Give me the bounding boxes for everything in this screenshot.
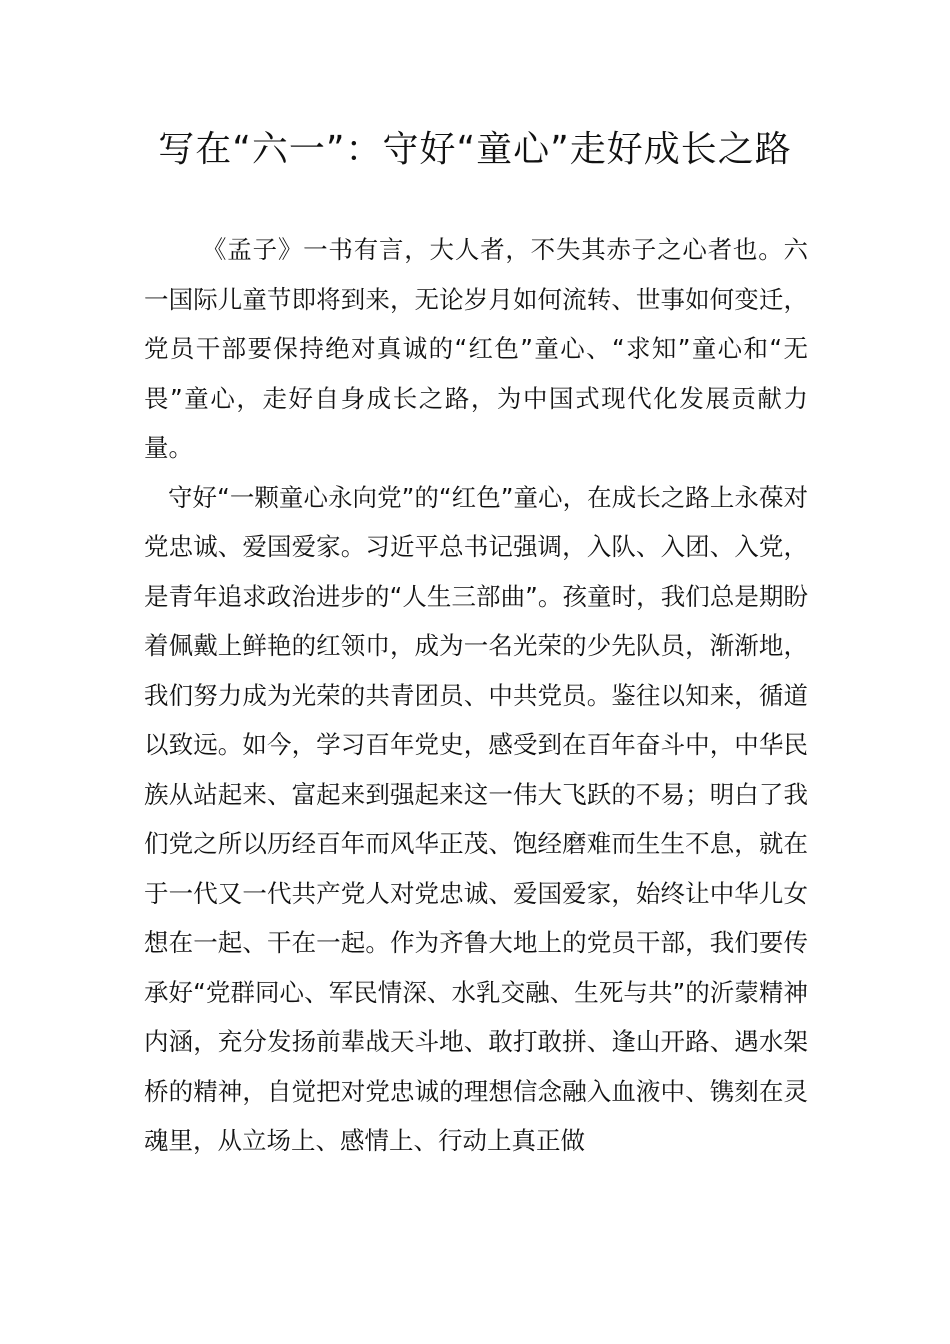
document-title: 写在“六一”：守好“童心”走好成长之路 (158, 129, 792, 170)
paragraph-red-heart: 守好“一颗童心永向党”的“红色”童心，在成长之路上永葆对党忠诚、爱国爱家。习近平总书记强调，入队、入团、入党，是青年追求政治进步的“人生三部曲”。孩童时，我们总是期盼着佩戴上鲜艳的红领巾，成为一名光荣的少先队员，渐渐地，我们努力成为光荣的共青团员、中共党员。鉴往以知来，循道以致远。如今，学习百年党史，感受到在百年奋斗中，中华民族从站起来、富起来到强起来这一伟大飞跃的不易；明白了我们党之所以历经百年而风华正茂、饱经磨难而生生不息，就在于一代又一代共产党人对党忠诚、爱国爱家，始终让中华儿女想在一起、干在一起。作为齐鲁大地上的党员干部，我们要传承好“党群同心、军民情深、水乳交融、生死与共”的沂蒙精神内涵，充分发扬前辈战天斗地、敢打敢拼、逢山开路、遇水架桥的精神，自觉把对党忠诚的理想信念融入血液中、镌刻在灵魂里，从立场上、感情上、行动上真正做 (144, 482, 808, 1155)
paragraph-intro: 《孟子》一书有言，大人者，不失其赤子之心者也。六一国际儿童节即将到来，无论岁月如何流转、世事如何变迁，党员干部要保持绝对真诚的“红色”童心、“求知”童心和“无畏”童心，走好自身成长之路，为中国式现代化发展贡献力量。 (144, 235, 808, 462)
document-body (144, 225, 808, 1166)
